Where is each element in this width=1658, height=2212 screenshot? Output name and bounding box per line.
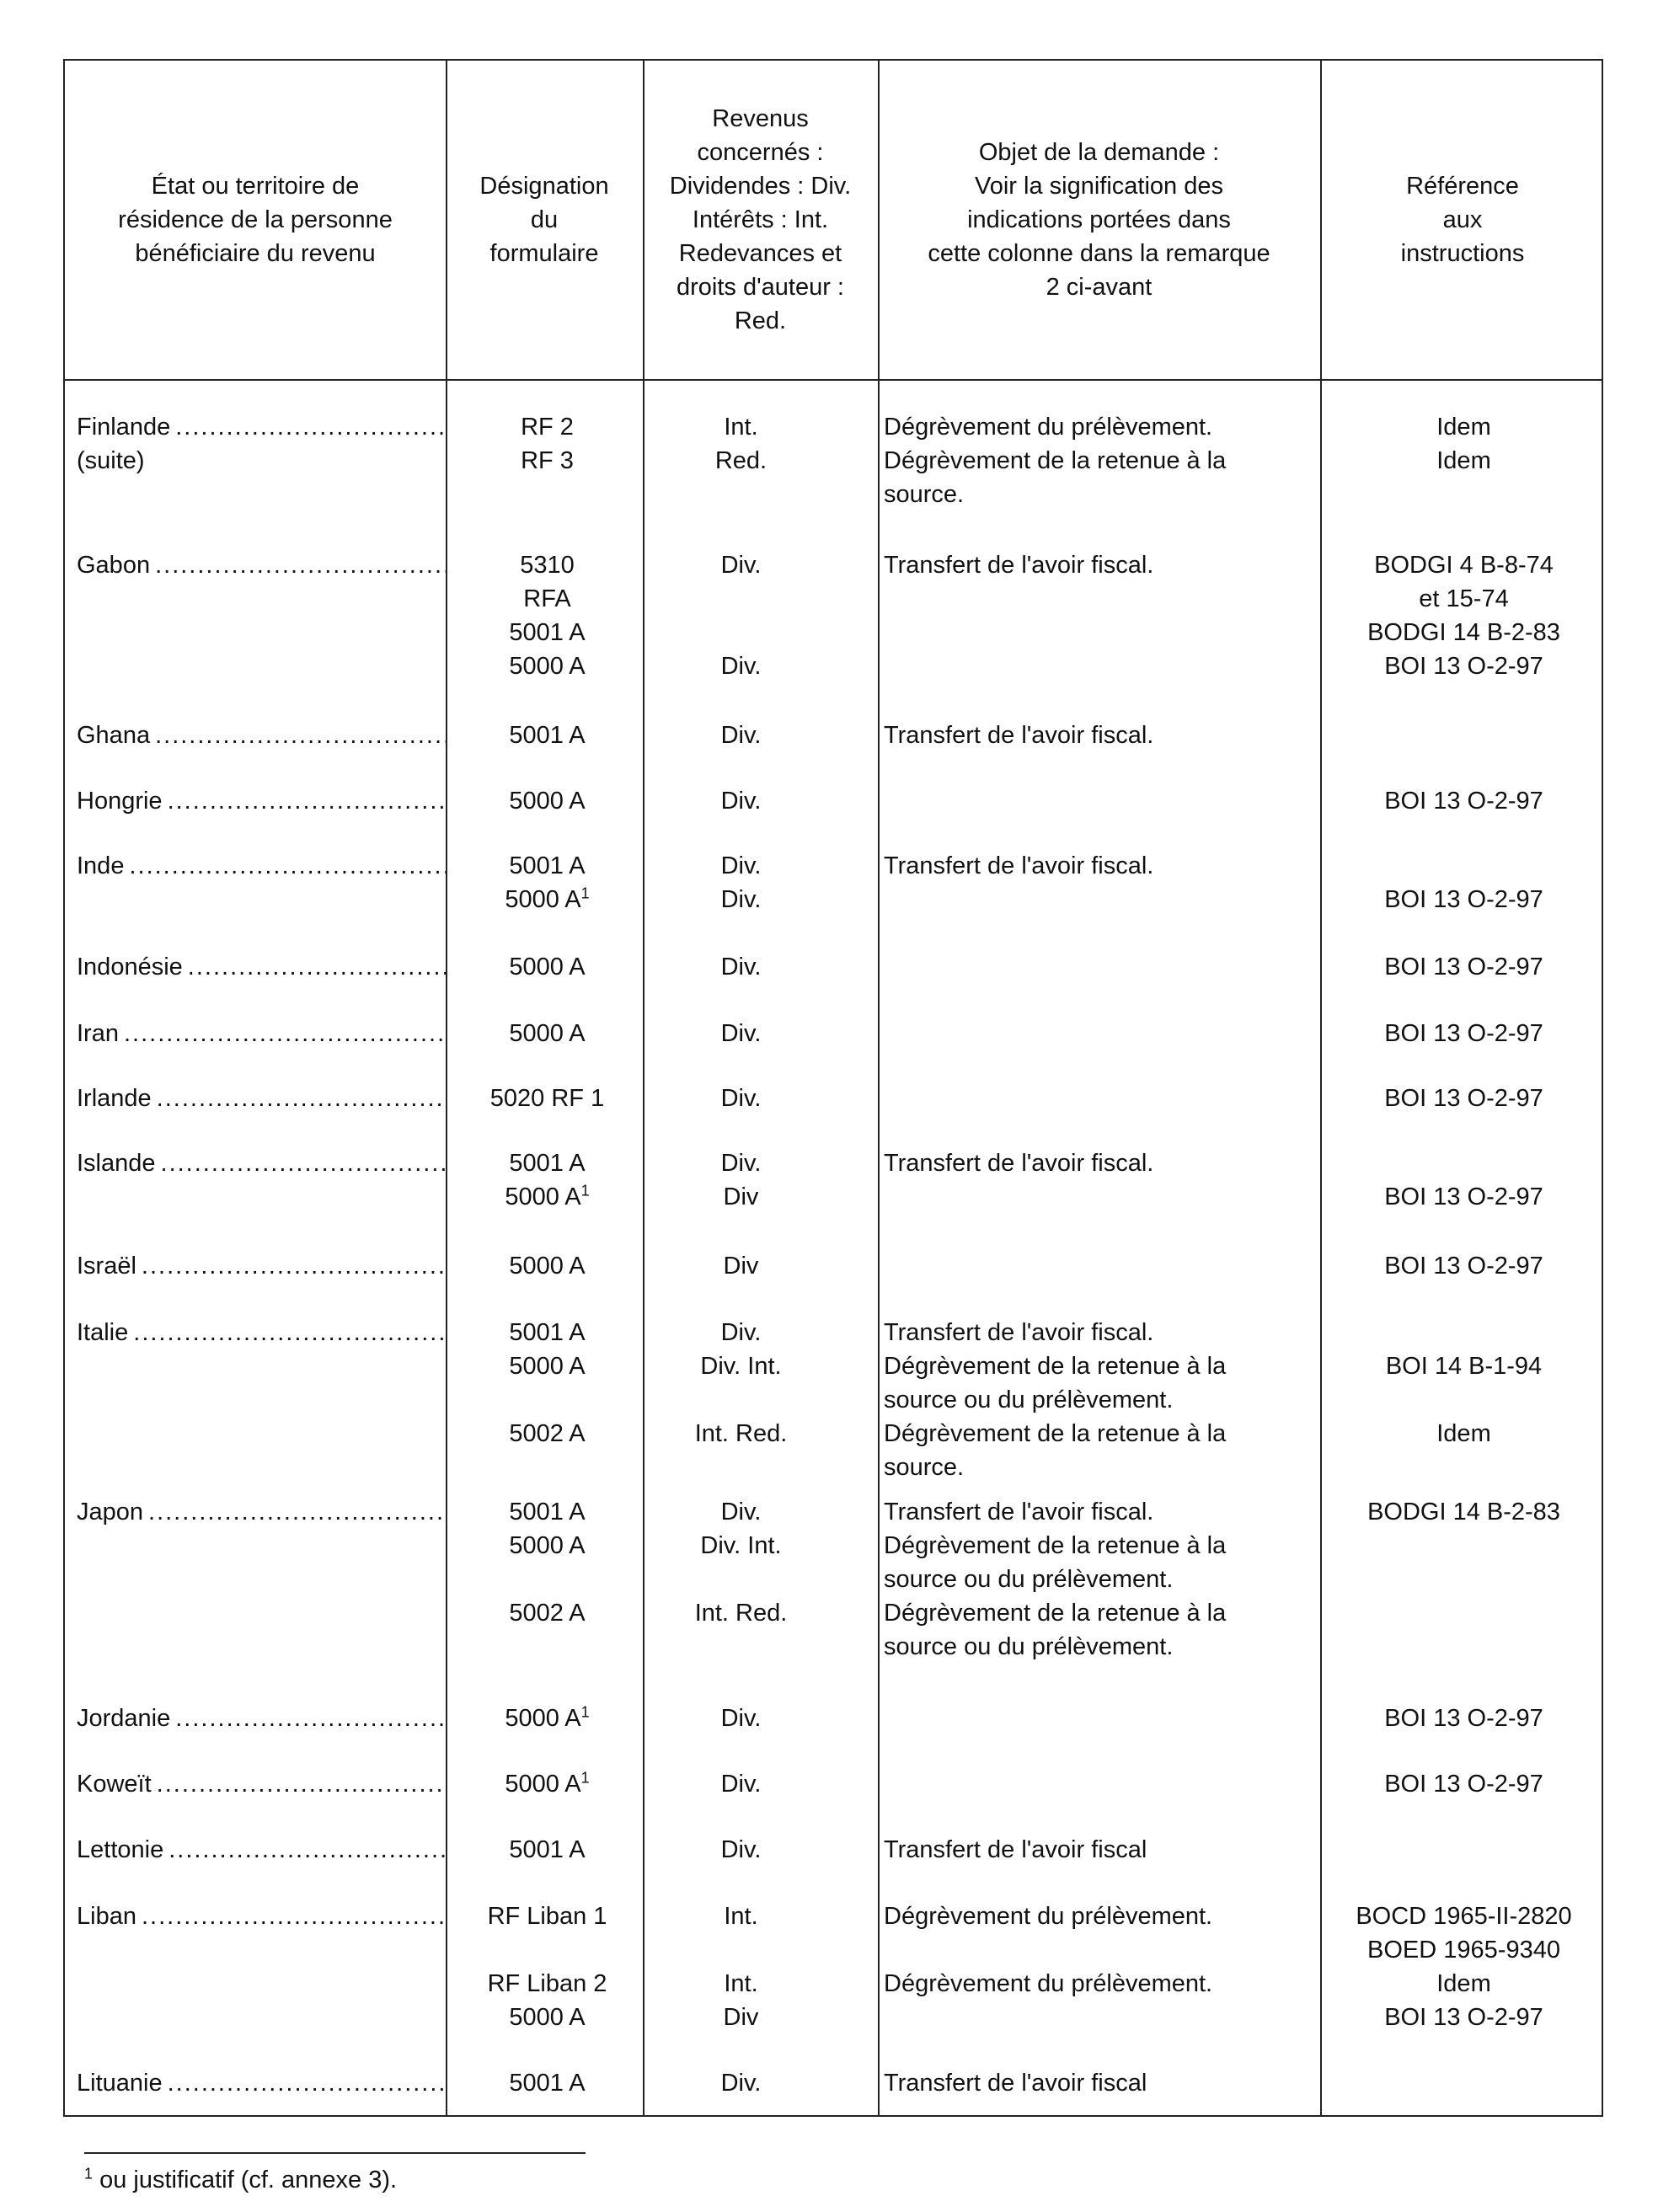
form-name: RF Liban 2 xyxy=(487,1970,607,1997)
leader-dots xyxy=(168,1833,446,1867)
object-cell xyxy=(884,548,1322,582)
state-name: Iran xyxy=(77,1020,119,1047)
form-name: 5000 A xyxy=(505,1771,581,1798)
form-name: RF 2 xyxy=(521,414,574,441)
state-cell xyxy=(77,1767,446,1801)
object-cell xyxy=(884,444,1322,511)
form-cell xyxy=(452,1495,642,1529)
form-name: 5001 A xyxy=(509,1319,586,1346)
revenue-cell: Int. Red. xyxy=(694,1420,788,1447)
revenue-cell: Div. xyxy=(720,722,762,749)
revenue-cell: Div. xyxy=(720,552,762,579)
header-form: Désignation du formulaire xyxy=(479,173,609,267)
form-cell xyxy=(452,1702,642,1735)
reference-cell xyxy=(1324,1417,1603,1451)
reference-line: BOI 13 O-2-97 xyxy=(1384,653,1543,680)
leader-dots xyxy=(188,950,446,984)
object-line: Dégrèvement de la retenue à la xyxy=(884,1600,1227,1627)
footnote-ref: 1 xyxy=(580,1703,590,1721)
revenue-cell: Int. xyxy=(724,1970,758,1997)
leader-dots xyxy=(175,410,446,444)
state-line xyxy=(77,1767,446,1801)
state-line xyxy=(77,719,446,752)
object-line: Dégrèvement du prélèvement. xyxy=(884,1970,1213,1997)
revenue-cell: Int. xyxy=(724,414,758,441)
state-name: Indonésie xyxy=(77,954,183,980)
state-line xyxy=(77,1899,446,1933)
object-line: Transfert de l'avoir fiscal. xyxy=(884,552,1154,579)
leader-dots xyxy=(142,1899,446,1933)
state-name: Jordanie xyxy=(77,1705,171,1732)
state-name: Ghana xyxy=(77,722,151,749)
state-name: Lituanie xyxy=(77,2070,163,2097)
state-line xyxy=(77,950,446,984)
form-cell xyxy=(452,849,642,883)
object-line: source. xyxy=(884,1454,965,1481)
form-cell xyxy=(452,1529,642,1563)
state-line xyxy=(77,1017,446,1050)
leader-dots xyxy=(133,1316,446,1349)
footnote-text: ou justificatif (cf. annexe 3). xyxy=(93,2167,398,2193)
reference-line: BOI 13 O-2-97 xyxy=(1384,788,1543,815)
object-cell xyxy=(884,2066,1322,2100)
revenue-cell: Div. xyxy=(720,886,762,913)
state-line xyxy=(77,1316,446,1349)
state-name: Islande xyxy=(77,1150,156,1177)
revenue-cell: Int. Red. xyxy=(694,1600,788,1627)
object-cell xyxy=(884,1417,1322,1484)
form-cell xyxy=(452,444,642,478)
revenue-cell: Div xyxy=(723,1253,759,1280)
reference-cell xyxy=(1324,444,1603,478)
revenue-cell: Div. xyxy=(720,1085,762,1112)
leader-dots xyxy=(155,548,446,582)
reference-cell xyxy=(1324,548,1603,582)
state-line xyxy=(77,548,446,582)
reference-cell xyxy=(1324,950,1603,984)
form-cell xyxy=(452,1146,642,1180)
object-line: Transfert de l'avoir fiscal xyxy=(884,2070,1147,2097)
object-line: Dégrèvement de la retenue à la xyxy=(884,447,1227,474)
form-name: 5000 A xyxy=(505,1705,581,1732)
object-cell xyxy=(884,719,1322,752)
leader-dots xyxy=(155,719,446,752)
object-line: Transfert de l'avoir fiscal. xyxy=(884,722,1154,749)
object-line: Dégrèvement du prélèvement. xyxy=(884,1903,1213,1930)
form-name: 5002 A xyxy=(509,1600,586,1627)
form-name: 5001 A xyxy=(509,619,586,646)
reference-cell xyxy=(1324,1967,1603,2001)
state-cell xyxy=(77,2066,446,2100)
form-name: 5000 A xyxy=(509,788,586,815)
state-extra: (suite) xyxy=(77,447,145,474)
footnote-ref: 1 xyxy=(580,884,590,902)
header-object: Objet de la demande : Voir la signification des indications portées dans cette colonne dans la remarque 2 ci-avant xyxy=(928,139,1270,301)
object-line: Transfert de l'avoir fiscal. xyxy=(884,1150,1154,1177)
object-cell xyxy=(884,849,1322,883)
form-cell xyxy=(452,1899,642,1933)
form-cell xyxy=(452,1767,642,1801)
reference-line: et 15-74 xyxy=(1419,585,1509,612)
reference-line: Idem xyxy=(1436,1420,1491,1447)
state-line xyxy=(77,784,446,818)
form-name: 5000 A xyxy=(509,2004,586,2031)
leader-dots xyxy=(129,849,446,883)
reference-cell xyxy=(1324,1899,1603,1967)
form-cell xyxy=(452,950,642,984)
reference-line: BOED 1965-9340 xyxy=(1367,1937,1560,1964)
reference-cell xyxy=(1324,1017,1603,1050)
state-cell xyxy=(77,1249,446,1283)
revenue-cell: Div. xyxy=(720,1020,762,1047)
reference-line: BOI 13 O-2-97 xyxy=(1384,1020,1543,1047)
form-cell xyxy=(452,883,642,916)
form-name: 5000 A xyxy=(509,653,586,680)
state-name: Italie xyxy=(77,1319,129,1346)
state-cell xyxy=(77,784,446,818)
state-cell xyxy=(77,849,446,883)
object-cell xyxy=(884,1899,1322,1933)
object-line: source. xyxy=(884,481,965,508)
revenue-cell: Div. Int. xyxy=(700,1532,782,1559)
reference-line: BOI 13 O-2-97 xyxy=(1384,886,1543,913)
reference-cell xyxy=(1324,1249,1603,1283)
reference-cell xyxy=(1324,1702,1603,1735)
state-name: Finlande xyxy=(77,414,171,441)
reference-cell xyxy=(1324,2001,1603,2034)
state-name: Lettonie xyxy=(77,1836,164,1863)
footnote-marker: 1 xyxy=(84,2165,94,2183)
revenue-cell: Div. xyxy=(720,954,762,980)
reference-cell xyxy=(1324,582,1603,616)
form-cell xyxy=(452,1180,642,1214)
revenue-cell: Div. xyxy=(720,1499,762,1525)
object-cell xyxy=(884,1967,1322,2001)
form-cell xyxy=(452,2066,642,2100)
object-cell xyxy=(884,1529,1322,1596)
header-state: État ou territoire de résidence de la personne bénéficiaire du revenu xyxy=(118,173,393,267)
state-cell xyxy=(77,1833,446,1867)
header-reference: Référence aux instructions xyxy=(1400,173,1525,267)
form-cell xyxy=(452,1833,642,1867)
object-line: source ou du prélèvement. xyxy=(884,1387,1174,1413)
leader-dots xyxy=(157,1082,446,1115)
form-name: 5001 A xyxy=(509,2070,586,2097)
reference-line: BOI 13 O-2-97 xyxy=(1384,954,1543,980)
reference-cell xyxy=(1324,1349,1603,1383)
reference-line: BOI 13 O-2-97 xyxy=(1384,1253,1543,1280)
revenue-cell: Div. xyxy=(720,788,762,815)
state-line xyxy=(77,410,446,444)
state-name: Irlande xyxy=(77,1085,152,1112)
reference-cell xyxy=(1324,784,1603,818)
reference-line: BODGI 14 B-2-83 xyxy=(1367,1499,1560,1525)
form-cell xyxy=(452,582,642,616)
state-line xyxy=(77,1833,446,1867)
revenue-cell: Div. xyxy=(720,1771,762,1798)
reference-cell xyxy=(1324,1082,1603,1115)
leader-dots xyxy=(175,1702,446,1735)
reference-line: BOCD 1965-II-2820 xyxy=(1356,1903,1572,1930)
footnote-rule xyxy=(84,2152,586,2154)
state-name: Gabon xyxy=(77,552,151,579)
form-cell xyxy=(452,1082,642,1115)
state-cell xyxy=(77,1899,446,1933)
state-cell xyxy=(77,950,446,984)
footnote-ref: 1 xyxy=(580,1769,590,1787)
footnote-ref: 1 xyxy=(580,1182,590,1200)
form-name: 5001 A xyxy=(509,1150,586,1177)
leader-dots xyxy=(168,2066,446,2100)
state-line xyxy=(77,1249,446,1283)
state-name: Japon xyxy=(77,1499,144,1525)
reference-line: BOI 13 O-2-97 xyxy=(1384,1705,1543,1732)
form-name: RF 3 xyxy=(521,447,574,474)
forms-table xyxy=(63,59,1603,2117)
object-line: Transfert de l'avoir fiscal xyxy=(884,1836,1147,1863)
form-name: 5001 A xyxy=(509,1836,586,1863)
revenue-cell: Div. xyxy=(720,2070,762,2097)
reference-line: BOI 13 O-2-97 xyxy=(1384,2004,1543,2031)
header-divider xyxy=(65,379,1602,381)
form-cell xyxy=(452,548,642,582)
revenue-cell: Div. xyxy=(720,1150,762,1177)
form-cell xyxy=(452,1417,642,1451)
reference-cell xyxy=(1324,883,1603,916)
form-name: 5000 A xyxy=(509,954,586,980)
state-cell xyxy=(77,548,446,582)
footnote xyxy=(84,2163,397,2197)
object-cell xyxy=(884,1495,1322,1529)
form-name: RFA xyxy=(523,585,571,612)
form-cell xyxy=(452,1349,642,1383)
revenue-cell: Div. xyxy=(720,653,762,680)
object-line: Transfert de l'avoir fiscal. xyxy=(884,1499,1154,1525)
leader-dots xyxy=(148,1495,446,1529)
state-line xyxy=(77,849,446,883)
reference-cell xyxy=(1324,1180,1603,1214)
form-cell xyxy=(452,719,642,752)
state-line xyxy=(77,1702,446,1735)
state-cell xyxy=(77,719,446,752)
revenue-cell: Div. xyxy=(720,1319,762,1346)
object-line: source ou du prélèvement. xyxy=(884,1566,1174,1593)
state-cell xyxy=(77,1082,446,1115)
reference-cell xyxy=(1324,410,1603,444)
form-cell xyxy=(452,2001,642,2034)
state-name: Hongrie xyxy=(77,788,163,815)
form-cell xyxy=(452,1967,642,2001)
object-line: Transfert de l'avoir fiscal. xyxy=(884,1319,1154,1346)
revenue-cell: Div. Int. xyxy=(700,1353,782,1380)
form-name: 5001 A xyxy=(509,722,586,749)
revenue-cell: Div xyxy=(723,2004,759,2031)
form-cell xyxy=(452,1017,642,1050)
state-cell xyxy=(77,1017,446,1050)
form-name: 5310 xyxy=(520,552,575,579)
leader-dots xyxy=(157,1767,446,1801)
leader-dots xyxy=(168,784,446,818)
state-name: Liban xyxy=(77,1903,136,1930)
form-name: 5001 A xyxy=(509,852,586,879)
reference-cell xyxy=(1324,616,1603,649)
leader-dots xyxy=(142,1249,446,1283)
state-cell xyxy=(77,1146,446,1180)
reference-line: BODGI 4 B-8-74 xyxy=(1374,552,1554,579)
form-cell xyxy=(452,784,642,818)
object-cell xyxy=(884,1833,1322,1867)
state-line xyxy=(77,1146,446,1180)
form-name: 5001 A xyxy=(509,1499,586,1525)
reference-line: Idem xyxy=(1436,447,1491,474)
revenue-cell: Div xyxy=(723,1183,759,1210)
object-line: Transfert de l'avoir fiscal. xyxy=(884,852,1154,879)
revenue-cell: Div. xyxy=(720,852,762,879)
state-cell xyxy=(77,410,446,478)
reference-line: BODGI 14 B-2-83 xyxy=(1367,619,1560,646)
object-cell xyxy=(884,410,1322,444)
form-cell xyxy=(452,410,642,444)
leader-dots xyxy=(124,1017,446,1050)
revenue-cell: Red. xyxy=(714,447,767,474)
form-name: 5000 A xyxy=(505,1183,581,1210)
form-cell xyxy=(452,1249,642,1283)
form-name: RF Liban 1 xyxy=(487,1903,607,1930)
revenue-cell: Div. xyxy=(720,1836,762,1863)
form-name: 5000 A xyxy=(505,886,581,913)
object-line: Dégrèvement de la retenue à la xyxy=(884,1420,1227,1447)
reference-line: BOI 13 O-2-97 xyxy=(1384,1771,1543,1798)
form-cell xyxy=(452,1596,642,1630)
form-name: 5000 A xyxy=(509,1253,586,1280)
form-name: 5002 A xyxy=(509,1420,586,1447)
state-name: Israël xyxy=(77,1253,136,1280)
header-revenue: Revenus concernés : Dividendes : Div. Intérêts : Int. Redevances et droits d'auteur : Red. xyxy=(669,105,852,334)
revenue-cell: Div. xyxy=(720,1705,762,1732)
object-cell xyxy=(884,1146,1322,1180)
form-name: 5000 A xyxy=(509,1532,586,1559)
object-cell xyxy=(884,1596,1322,1664)
reference-cell xyxy=(1324,1495,1603,1529)
form-name: 5000 A xyxy=(509,1353,586,1380)
reference-line: BOI 13 O-2-97 xyxy=(1384,1085,1543,1112)
reference-cell xyxy=(1324,649,1603,683)
object-cell xyxy=(884,1349,1322,1417)
reference-line: Idem xyxy=(1436,414,1491,441)
object-cell xyxy=(884,1316,1322,1349)
object-line: source ou du prélèvement. xyxy=(884,1633,1174,1660)
form-cell xyxy=(452,649,642,683)
form-cell xyxy=(452,616,642,649)
reference-line: BOI 13 O-2-97 xyxy=(1384,1183,1543,1210)
object-line: Dégrèvement du prélèvement. xyxy=(884,414,1213,441)
state-cell xyxy=(77,1702,446,1735)
form-cell xyxy=(452,1316,642,1349)
revenue-cell: Int. xyxy=(724,1903,758,1930)
state-cell xyxy=(77,1495,446,1529)
state-line xyxy=(77,1082,446,1115)
reference-cell xyxy=(1324,1767,1603,1801)
object-line: Dégrèvement de la retenue à la xyxy=(884,1532,1227,1559)
form-name: 5020 RF 1 xyxy=(489,1085,605,1112)
reference-line: BOI 14 B-1-94 xyxy=(1385,1353,1543,1380)
state-cell xyxy=(77,1316,446,1349)
state-name: Inde xyxy=(77,852,125,879)
state-name: Koweït xyxy=(77,1771,152,1798)
state-line xyxy=(77,2066,446,2100)
object-line: Dégrèvement de la retenue à la xyxy=(884,1353,1227,1380)
form-name: 5000 A xyxy=(509,1020,586,1047)
state-line xyxy=(77,1495,446,1529)
leader-dots xyxy=(161,1146,446,1180)
reference-line: Idem xyxy=(1436,1970,1491,1997)
